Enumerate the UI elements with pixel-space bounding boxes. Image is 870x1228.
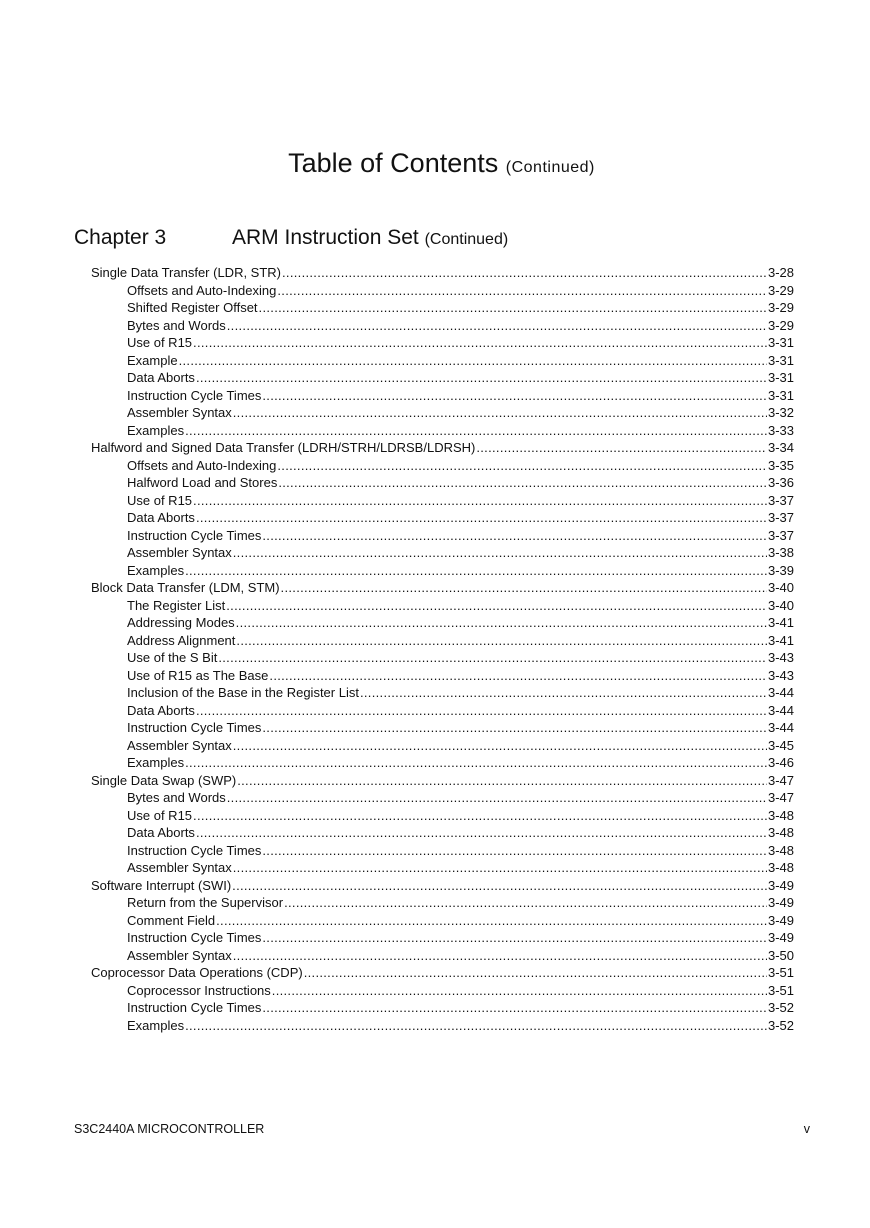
toc-subsection-entry[interactable]: [91, 912, 794, 930]
toc-section-entry[interactable]: [91, 579, 794, 597]
toc-dot-leader: [269, 667, 767, 685]
toc-section-entry[interactable]: [91, 439, 794, 457]
toc-entry-page: 3-38: [767, 545, 794, 560]
toc-dot-leader: [277, 457, 767, 475]
toc-subsection-entry[interactable]: [91, 842, 794, 860]
toc-entry-title: Bytes and Words: [127, 317, 226, 333]
toc-entry-title: Examples: [127, 562, 185, 578]
toc-dot-leader: [185, 754, 767, 772]
toc-entry-page: 3-49: [767, 877, 794, 893]
toc-subsection-entry[interactable]: [91, 597, 794, 615]
toc-entry-title: Coprocessor Data Operations (CDP): [91, 965, 303, 980]
toc-entry-page: 3-43: [767, 650, 794, 665]
toc-entry-title: Assembler Syntax: [127, 860, 232, 875]
toc-entry-page: 3-40: [767, 580, 794, 595]
toc-entry-page: 3-51: [767, 982, 794, 998]
toc-section-entry[interactable]: [91, 877, 794, 895]
footer-page-number: v: [803, 1122, 810, 1136]
toc-subsection-entry[interactable]: [91, 929, 794, 947]
toc-entry-title: Shifted Register Offset: [127, 300, 258, 315]
toc-section-entry[interactable]: [91, 964, 794, 982]
toc-subsection-entry[interactable]: [91, 999, 794, 1017]
toc-entry-page: 3-43: [767, 667, 794, 683]
toc-entry-page: 3-48: [767, 825, 794, 840]
toc-entry-title: Single Data Swap (SWP): [91, 772, 237, 788]
toc-entry-title: Instruction Cycle Times: [127, 1000, 262, 1015]
toc-entry-title: The Register List: [127, 597, 226, 613]
toc-entry-title: Use of R15: [127, 335, 193, 350]
toc-subsection-entry[interactable]: [91, 789, 794, 807]
toc-subsection-entry[interactable]: [91, 859, 794, 877]
toc-subsection-entry[interactable]: [91, 404, 794, 422]
toc-dot-leader: [262, 929, 767, 947]
toc-section-entry[interactable]: [91, 264, 794, 282]
toc-dot-leader: [262, 387, 767, 405]
toc-dot-leader: [476, 439, 767, 457]
toc-entry-page: 3-52: [767, 1017, 794, 1033]
toc-subsection-entry[interactable]: [91, 544, 794, 562]
toc-entry-page: 3-29: [767, 282, 794, 298]
toc-entry-page: 3-40: [767, 597, 794, 613]
toc-subsection-entry[interactable]: [91, 737, 794, 755]
toc-entry-title: Instruction Cycle Times: [127, 720, 262, 735]
toc-entry-page: 3-41: [767, 615, 794, 630]
toc-entry-title: Instruction Cycle Times: [127, 930, 262, 945]
toc-entry-title: Bytes and Words: [127, 790, 226, 805]
toc-entry-title: Addressing Modes: [127, 615, 235, 630]
toc-entry-page: 3-44: [767, 720, 794, 735]
toc-dot-leader: [233, 737, 767, 755]
toc-entry-page: 3-37: [767, 492, 794, 508]
toc-entry-title: Example: [127, 352, 178, 368]
toc-dot-leader: [281, 579, 767, 597]
toc-subsection-entry[interactable]: [91, 667, 794, 685]
toc-dot-leader: [196, 824, 767, 842]
toc-dot-leader: [262, 842, 767, 860]
toc-entry-page: 3-44: [767, 702, 794, 718]
toc-entry-page: 3-39: [767, 562, 794, 578]
toc-dot-leader: [193, 807, 767, 825]
toc-entry-page: 3-48: [767, 807, 794, 823]
toc-entry-title: Use of R15: [127, 492, 193, 508]
toc-subsection-entry[interactable]: [91, 299, 794, 317]
toc-entry-page: 3-49: [767, 930, 794, 945]
toc-dot-leader: [262, 999, 767, 1017]
toc-entry-page: 3-41: [767, 632, 794, 648]
toc-entry-page: 3-46: [767, 755, 794, 770]
toc-entry-page: 3-29: [767, 300, 794, 315]
toc-dot-leader: [236, 632, 767, 650]
toc-subsection-entry[interactable]: [91, 369, 794, 387]
toc-entry-page: 3-44: [767, 685, 794, 700]
toc-subsection-entry[interactable]: [91, 824, 794, 842]
toc-dot-leader: [193, 334, 767, 352]
toc-entry-page: 3-45: [767, 737, 794, 753]
toc-section-entry[interactable]: [91, 772, 794, 790]
toc-dot-leader: [278, 474, 767, 492]
toc-subsection-entry[interactable]: [91, 947, 794, 965]
toc-dot-leader: [196, 509, 767, 527]
toc-entry-title: Assembler Syntax: [127, 405, 232, 420]
toc-entry-title: Data Aborts: [127, 825, 195, 840]
toc-dot-leader: [185, 422, 767, 440]
toc-dot-leader: [233, 404, 767, 422]
toc-subsection-entry[interactable]: [91, 282, 794, 300]
toc-entry-page: 3-28: [767, 265, 794, 280]
toc-subsection-entry[interactable]: [91, 1017, 794, 1035]
toc-entry-page: 3-51: [767, 965, 794, 980]
toc-dot-leader: [272, 982, 767, 1000]
toc-subsection-entry[interactable]: [91, 982, 794, 1000]
toc-subsection-entry[interactable]: [91, 474, 794, 492]
toc-dot-leader: [284, 894, 767, 912]
toc-subsection-entry[interactable]: [91, 457, 794, 475]
toc-entry-title: Inclusion of the Base in the Register List: [127, 685, 359, 700]
footer-product-name: S3C2440A MICROCONTROLLER: [74, 1122, 265, 1136]
toc-entry-title: Coprocessor Instructions: [127, 982, 271, 998]
toc-entry-title: Block Data Transfer (LDM, STM): [91, 580, 280, 595]
toc-dot-leader: [185, 562, 767, 580]
toc-entry-title: Data Aborts: [127, 510, 195, 525]
page-title-continued: (Continued): [505, 159, 595, 176]
toc-dot-leader: [193, 492, 767, 510]
toc-entry-page: 3-31: [767, 335, 794, 350]
toc-entry-title: Single Data Transfer (LDR, STR): [91, 265, 282, 280]
toc-entry-page: 3-47: [767, 772, 794, 788]
toc-dot-leader: [259, 299, 767, 317]
toc-dot-leader: [185, 1017, 767, 1035]
toc-entry-page: 3-31: [767, 352, 794, 368]
toc-entry-title: Assembler Syntax: [127, 947, 232, 963]
toc-subsection-entry[interactable]: [91, 352, 794, 370]
toc-dot-leader: [226, 597, 767, 615]
toc-subsection-entry[interactable]: [91, 894, 794, 912]
toc-entry-title: Examples: [127, 1017, 185, 1033]
toc-entry-title: Instruction Cycle Times: [127, 527, 262, 543]
toc-subsection-entry[interactable]: [91, 807, 794, 825]
toc-subsection-entry[interactable]: [91, 527, 794, 545]
toc-subsection-entry[interactable]: [91, 387, 794, 405]
toc-dot-leader: [262, 527, 767, 545]
toc-entry-page: 3-37: [767, 510, 794, 525]
toc-subsection-entry[interactable]: [91, 317, 794, 335]
toc-entry-title: Data Aborts: [127, 370, 195, 385]
toc-entry-title: Assembler Syntax: [127, 737, 232, 753]
toc-dot-leader: [232, 877, 767, 895]
toc-subsection-entry[interactable]: [91, 614, 794, 632]
toc-entry-title: Use of R15 as The Base: [127, 667, 269, 683]
toc-subsection-entry[interactable]: [91, 632, 794, 650]
toc-dot-leader: [277, 282, 767, 300]
toc-entry-page: 3-37: [767, 527, 794, 543]
toc-subsection-entry[interactable]: [91, 492, 794, 510]
toc-dot-leader: [236, 614, 767, 632]
toc-entry-title: Halfword Load and Stores: [127, 475, 278, 490]
page-title-text: Table of Contents: [288, 148, 499, 178]
toc-entry-title: Instruction Cycle Times: [127, 842, 262, 858]
toc-dot-leader: [233, 947, 767, 965]
toc-entry-page: 3-33: [767, 422, 794, 438]
toc-dot-leader: [227, 789, 767, 807]
toc-dot-leader: [304, 964, 767, 982]
toc-entry-title: Offsets and Auto-Indexing: [127, 282, 277, 298]
toc-dot-leader: [216, 912, 767, 930]
toc-subsection-entry[interactable]: [91, 562, 794, 580]
toc-subsection-entry[interactable]: [91, 684, 794, 702]
toc-entry-title: Comment Field: [127, 912, 216, 928]
toc-entry-page: 3-34: [767, 440, 794, 455]
chapter-heading: [74, 226, 508, 250]
toc-subsection-entry[interactable]: [91, 649, 794, 667]
toc-entry-title: Return from the Supervisor: [127, 895, 284, 910]
toc-dot-leader: [360, 684, 767, 702]
toc-dot-leader: [196, 369, 767, 387]
toc-dot-leader: [196, 702, 767, 720]
toc-entry-title: Use of R15: [127, 807, 193, 823]
toc-dot-leader: [218, 649, 767, 667]
toc-entry-page: 3-47: [767, 790, 794, 805]
toc-entry-title: Use of the S Bit: [127, 650, 218, 665]
chapter-title: ARM Instruction Set: [232, 226, 419, 249]
toc-dot-leader: [237, 772, 767, 790]
toc-entry-page: 3-49: [767, 895, 794, 910]
toc-entry-title: Instruction Cycle Times: [127, 387, 262, 403]
toc-entry-page: 3-32: [767, 405, 794, 420]
toc-entry-title: Assembler Syntax: [127, 545, 232, 560]
toc-entry-page: 3-29: [767, 317, 794, 333]
toc-entry-page: 3-52: [767, 1000, 794, 1015]
toc-entry-title: Data Aborts: [127, 702, 195, 718]
toc-entry-title: Address Alignment: [127, 632, 236, 648]
toc-entry-page: 3-35: [767, 457, 794, 473]
page-title: [0, 148, 870, 179]
toc-entry-title: Offsets and Auto-Indexing: [127, 457, 277, 473]
toc-subsection-entry[interactable]: [91, 334, 794, 352]
toc-entry-title: Examples: [127, 755, 185, 770]
toc-subsection-entry[interactable]: [91, 509, 794, 527]
toc-entry-page: 3-50: [767, 947, 794, 963]
toc-entry-page: 3-31: [767, 370, 794, 385]
toc-dot-leader: [233, 859, 767, 877]
toc-entry-page: 3-48: [767, 842, 794, 858]
toc-entry-page: 3-31: [767, 387, 794, 403]
toc-entry-page: 3-36: [767, 475, 794, 490]
toc-subsection-entry[interactable]: [91, 702, 794, 720]
toc-dot-leader: [179, 352, 767, 370]
chapter-label: Chapter 3: [74, 226, 167, 249]
toc-entry-title: Halfword and Signed Data Transfer (LDRH/STRH/LDRSB/LDRSH): [91, 440, 476, 455]
toc-entry-page: 3-49: [767, 912, 794, 928]
toc-subsection-entry[interactable]: [91, 719, 794, 737]
toc-subsection-entry[interactable]: [91, 422, 794, 440]
toc-dot-leader: [282, 264, 767, 282]
toc-dot-leader: [262, 719, 767, 737]
toc-entry-page: 3-48: [767, 860, 794, 875]
toc-list: [91, 264, 794, 1034]
toc-subsection-entry[interactable]: [91, 754, 794, 772]
toc-entry-title: Examples: [127, 422, 185, 438]
toc-dot-leader: [227, 317, 767, 335]
chapter-continued: (Continued): [424, 231, 509, 248]
toc-entry-title: Software Interrupt (SWI): [91, 877, 232, 893]
toc-dot-leader: [233, 544, 767, 562]
